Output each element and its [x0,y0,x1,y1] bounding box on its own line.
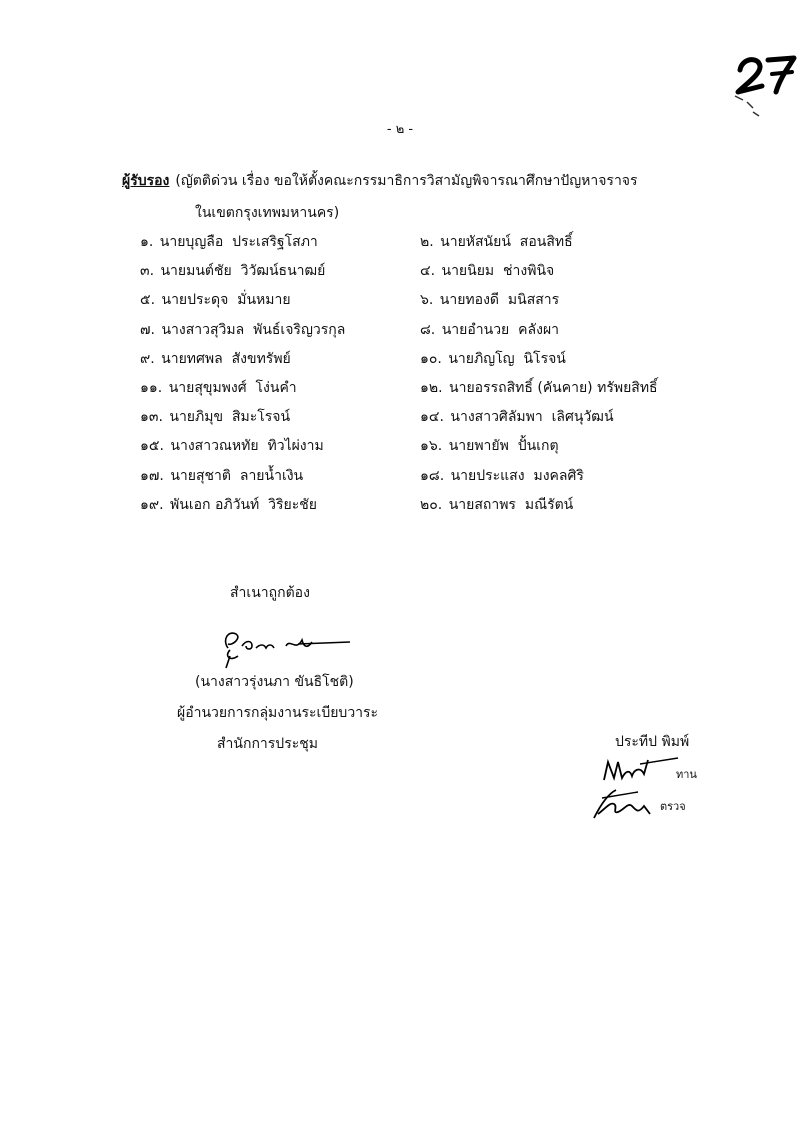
endorser-item [420,496,573,514]
endorsers-header [122,172,742,190]
endorser-number: ๔. [420,263,436,280]
endorser-name: พันเอก อภิวันท์ วิริยะชัย [170,496,317,513]
endorser-name: นายอำนวย คลังผา [441,321,560,338]
certifier-office: สำนักการประชุม [217,736,318,752]
endorser-number: ๑๑. [140,380,163,396]
endorser-number: ๑๐. [420,350,442,367]
endorser-item [140,321,345,339]
endorser-name: นางสาวณหทัย ทิวไผ่งาม [170,438,324,455]
endorser-number: ๑๗. [140,467,164,484]
endorser-number: ๑๕. [140,438,164,455]
endorser-item [420,350,566,368]
endorser-item [420,321,559,339]
endorser-name: นายทองดี มนิสสาร [439,292,560,309]
endorser-item [140,379,297,397]
endorser-item [140,467,303,485]
endorser-number: ๗. [140,321,155,338]
endorser-name: นายภิญโญ นิโรจน์ [448,350,566,367]
checker-initials [588,784,658,824]
endorser-number: ๑. [140,234,154,250]
endorser-name: นายทศพล สังขทรัพย์ [161,350,291,367]
endorser-number: ๒๐. [420,496,443,513]
endorser-item [420,233,573,251]
page-number: - ๒ - [386,122,414,137]
endorser-name: นายพายัพ ปั้นเกตุ [448,438,559,455]
endorser-name: นางสาวศิลัมพา เลิศนุวัฒน์ [450,409,614,426]
endorser-number: ๑๖. [420,438,443,455]
endorser-item [140,262,325,280]
endorser-number: ๘. [420,321,436,338]
endorser-item [140,291,291,309]
endorser-item [420,437,559,455]
endorser-number: ๒. [420,234,434,250]
endorser-item [140,437,324,455]
endorser-number: ๓. [140,263,155,280]
scan-artifact-marks [733,90,763,120]
endorser-item [420,467,584,485]
endorser-name: นางสาวสุวิมล พันธ์เจริญวรกุล [161,321,346,338]
endorser-item [140,350,291,368]
endorser-number: ๑๙. [140,496,164,513]
endorser-name: นายภิมุข สิมะโรจน์ [169,409,291,426]
endorser-number: ๖. [420,292,434,309]
endorser-item [420,379,658,397]
endorser-name: นายประแสง มงคลศิริ [450,467,584,484]
motion-title-continuation: ในเขตกรุงเทพมหานคร) [195,205,340,221]
endorser-number: ๑๓. [140,409,163,426]
endorser-name: นายหัสนัยน์ สอนสิทธิ์ [440,234,573,250]
endorser-item [140,408,290,426]
certified-copy-label: สำเนาถูกต้อง [230,585,310,601]
endorser-number: ๙. [140,350,155,367]
endorser-item [420,291,559,309]
endorser-name: นายอรรถสิทธิ์ (คันคาย) ทรัพยสิทธิ์ [449,380,658,396]
endorser-name: นายบุญลือ ประเสริฐโสภา [159,234,318,250]
endorser-number: ๑๘. [420,467,445,484]
checker-role: ตรวจ [660,800,686,813]
endorser-number: ๕. [140,292,156,309]
endorser-name: นายประดุจ มั่นหมาย [161,292,291,309]
typist-initials [600,752,680,786]
endorser-item [140,233,318,251]
endorsers-label: ผู้รับรอง [122,173,170,189]
endorser-item [420,408,614,426]
endorser-item [140,496,317,514]
typist-role: ทาน [676,768,697,781]
endorser-name: นายนิยม ช่างพินิจ [441,263,555,280]
endorser-name: นายสุชาติ ลายน้ำเงิน [170,467,304,484]
endorser-name: นายสุขุมพงศ์ โง่นคำ [168,380,297,396]
endorser-name: นายสถาพร มณีรัตน์ [448,496,574,513]
certifier-signature [218,618,358,670]
typist-name: ประทีป พิมพ์ [615,734,690,750]
endorser-number: ๑๔. [420,409,444,426]
endorser-number: ๑๒. [420,380,443,396]
certifier-position: ผู้อำนวยการกลุ่มงานระเบียบวาระ [177,705,379,721]
endorser-name: นายมนต์ชัย วิวัฒน์ธนาฒย์ [160,263,326,280]
endorser-item [420,262,554,280]
motion-title: (ญัตติด่วน เรื่อง ขอให้ตั้งคณะกรรมาธิการวิสามัญพิจารณาศึกษาปัญหาจราจร [175,173,638,189]
certifier-name: (นางสาวรุ่งนภา ขันธิโชติ) [195,674,354,690]
